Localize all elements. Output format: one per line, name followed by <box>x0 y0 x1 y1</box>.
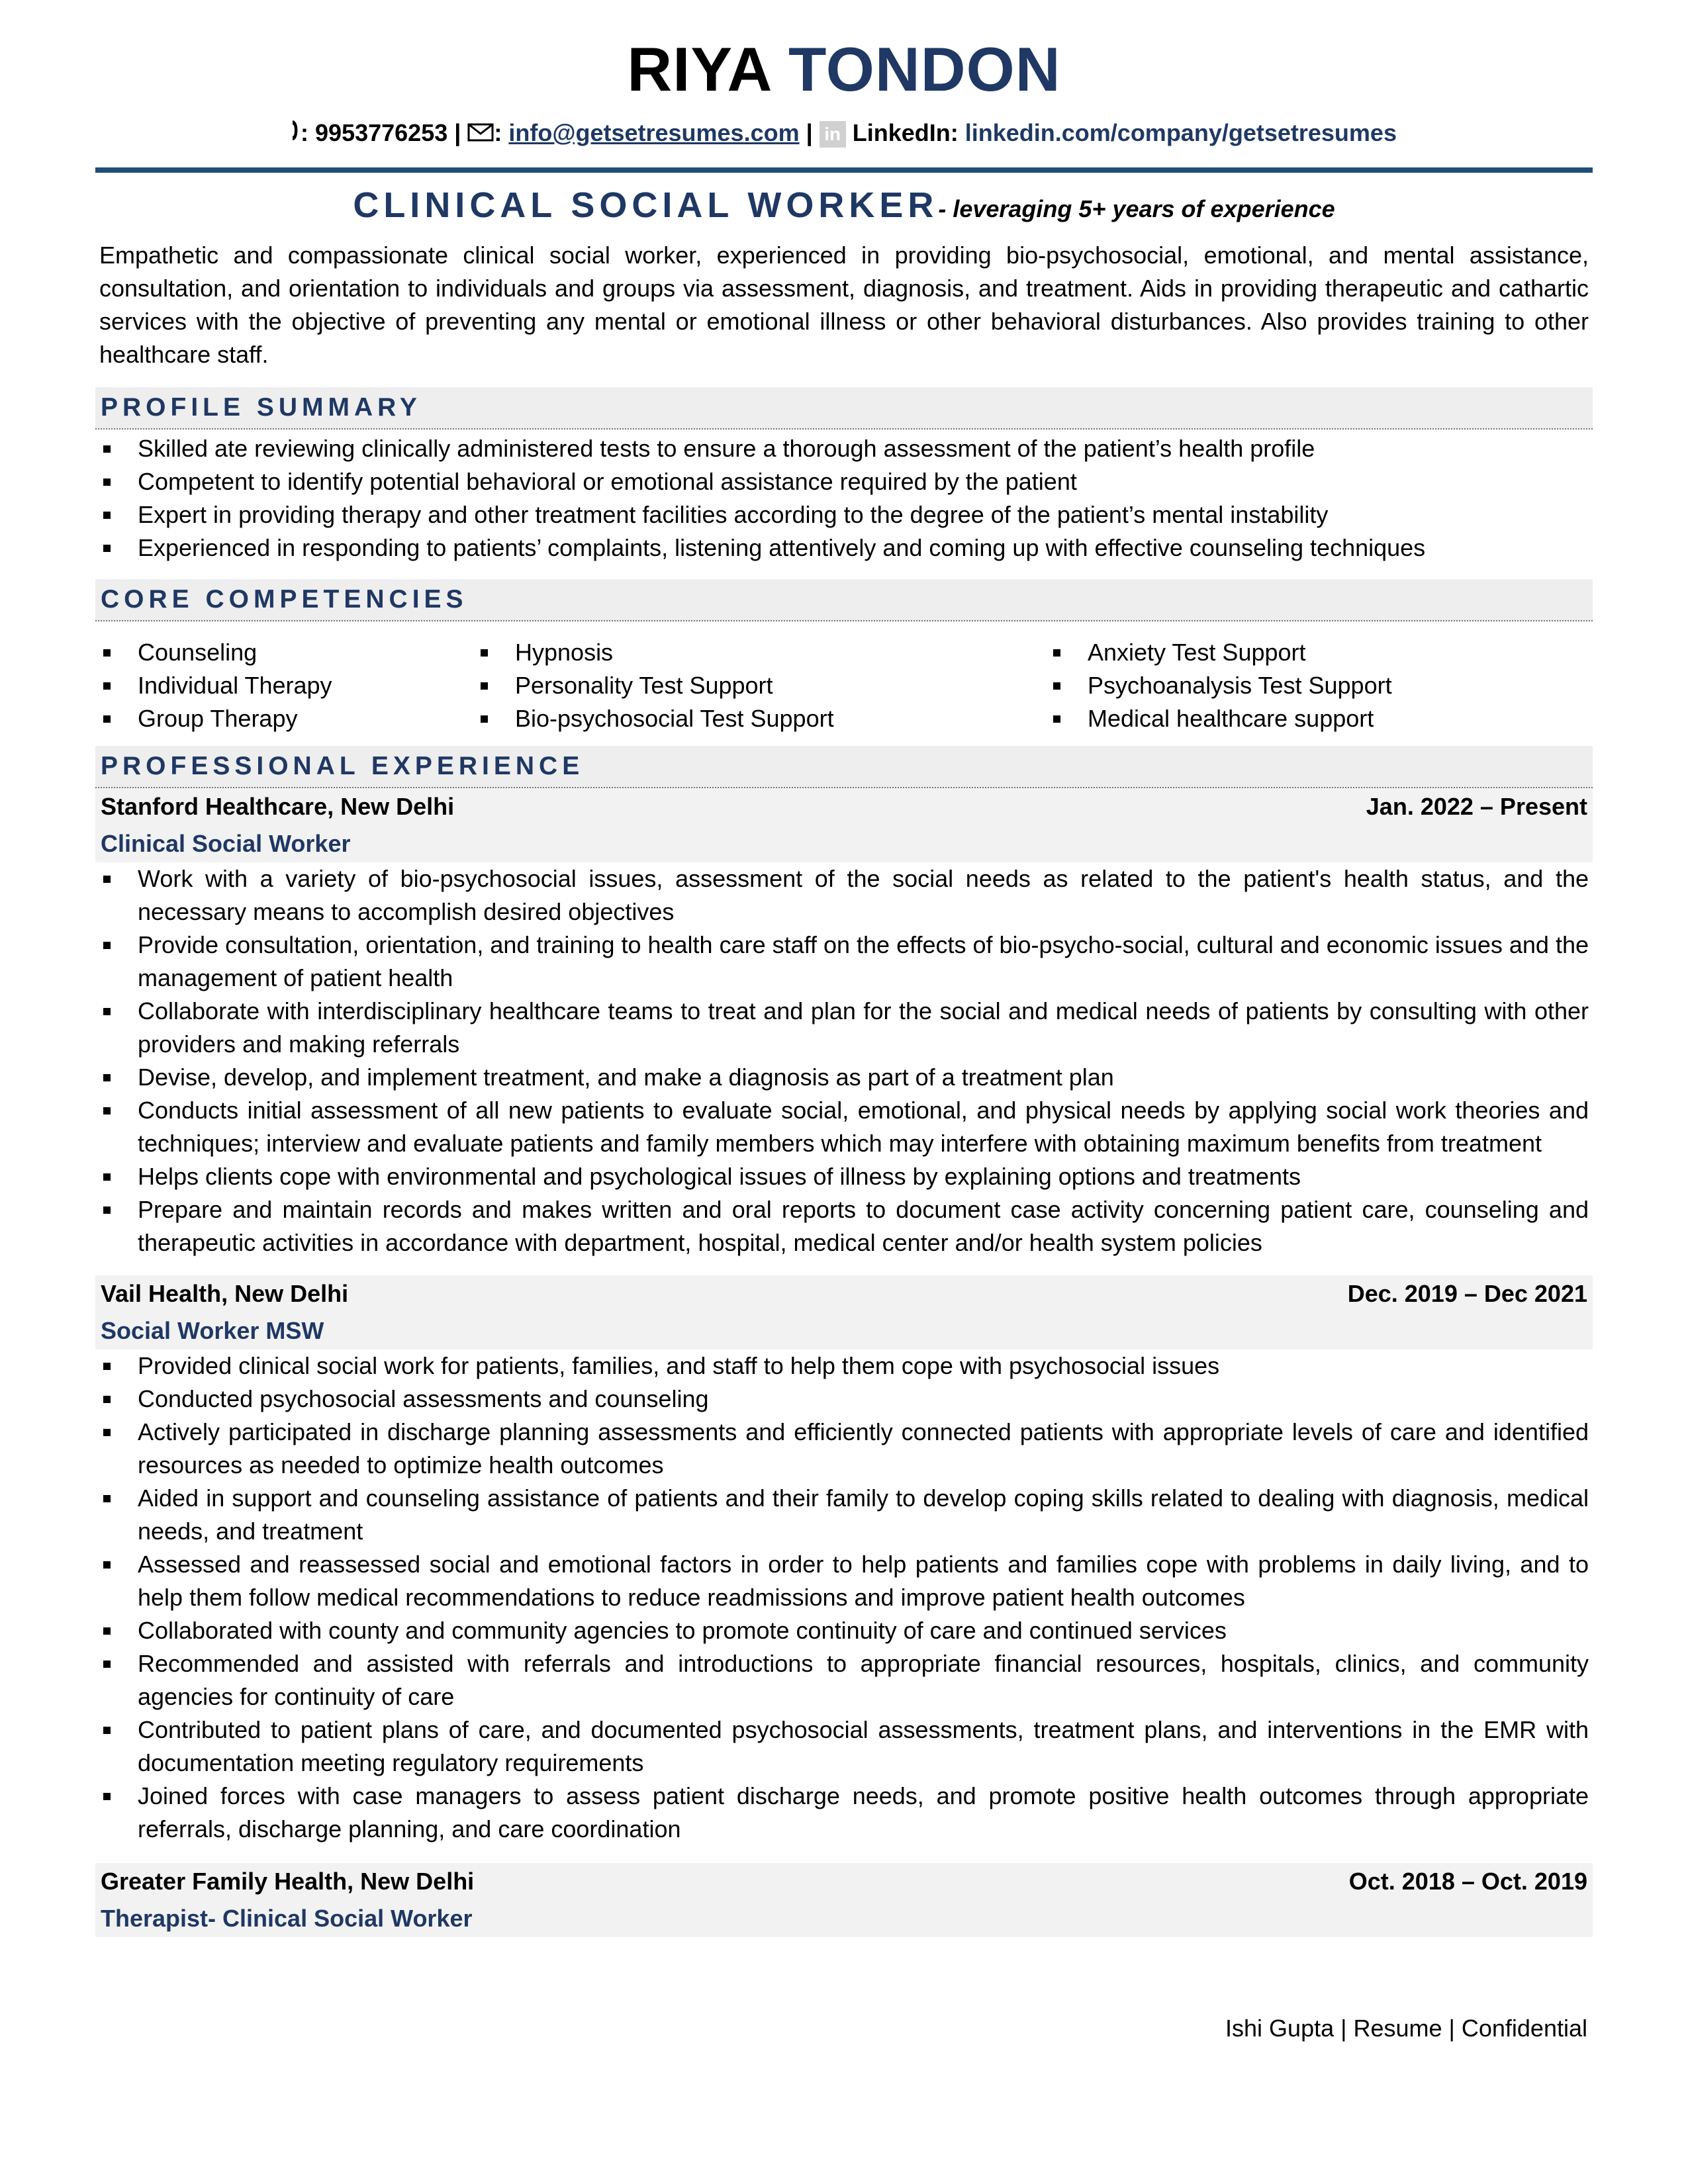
competencies-column-3 <box>1045 636 1593 735</box>
linkedin-label: LinkedIn: <box>852 119 959 146</box>
list-item: Individual Therapy <box>95 669 473 702</box>
list-item: Personality Test Support <box>473 669 1045 702</box>
job-company: Stanford Healthcare, New Delhi <box>101 792 455 820</box>
contact-separator: | <box>454 119 461 146</box>
list-item: Anxiety Test Support <box>1045 636 1593 669</box>
headline-subtitle: - leveraging 5+ years of experience <box>938 195 1335 222</box>
section-title-profile-summary: PROFILE SUMMARY <box>95 387 1593 430</box>
job-role: Social Worker MSW <box>101 1316 324 1344</box>
job-header <box>95 788 1593 862</box>
list-item: Conducted psychosocial assessments and counseling <box>95 1383 1593 1416</box>
list-item: Actively participated in discharge planning assessments and efficiently connected patients with appropriate levels of care and identified resources as needed to optimize health outcomes <box>95 1416 1593 1482</box>
first-name: RIYA <box>627 34 771 104</box>
email-colon: : <box>494 119 502 146</box>
job-company-row <box>101 788 1587 825</box>
profile-summary-list <box>95 430 1593 565</box>
list-item: Medical healthcare support <box>1045 702 1593 735</box>
list-item: Competent to identify potential behavioral or emotional assistance required by the patient <box>95 465 1593 498</box>
job-bullets <box>95 1349 1593 1846</box>
phone-icon <box>291 118 301 152</box>
job-company: Vail Health, New Delhi <box>101 1279 349 1307</box>
job-dates: Jan. 2022 – Present <box>1366 792 1587 820</box>
list-item: Skilled ate reviewing clinically administered tests to ensure a thorough assessment of the patient’s health profile <box>95 432 1593 465</box>
list-item: Recommended and assisted with referrals and introductions to appropriate financial resources, hospitals, clinics, and community agencies for continuity of care <box>95 1647 1593 1713</box>
list-item: Group Therapy <box>95 702 473 735</box>
last-name: TONDON <box>788 34 1061 104</box>
job-header <box>95 1275 1593 1349</box>
competencies-column-1 <box>95 636 473 735</box>
list-item: Helps clients cope with environmental and psychological issues of illness by explaining options and treatments <box>95 1160 1593 1193</box>
competencies-column-2 <box>473 636 1045 735</box>
header-divider <box>95 167 1593 173</box>
list-item: Counseling <box>95 636 473 669</box>
section-title-professional-experience: PROFESSIONAL EXPERIENCE <box>95 746 1593 788</box>
list-item: Devise, develop, and implement treatment, and make a diagnosis as part of a treatment plan <box>95 1061 1593 1094</box>
job-header <box>95 1863 1593 1937</box>
list-item: Expert in providing therapy and other treatment facilities according to the degree of the patient’s mental instability <box>95 498 1593 531</box>
job-company-row <box>101 1863 1587 1900</box>
list-item: Psychoanalysis Test Support <box>1045 669 1593 702</box>
email-icon <box>467 118 494 151</box>
headline-role: CLINICAL SOCIAL WORKER <box>353 185 939 225</box>
list-item: Provide consultation, orientation, and training to health care staff on the effects of bio-psycho-social, cultural and economic issues and the management of patient health <box>95 929 1593 995</box>
list-item: Conducts initial assessment of all new patients to evaluate social, emotional, and physical needs by applying social work theories and techniques; interview and evaluate patients and family members which may interfere with obtaining maximum benefits from treatment <box>95 1094 1593 1160</box>
intro-paragraph: Empathetic and compassionate clinical social worker, experienced in providing bio-psychosocial, emotional, and mental assistance, consultation, and orientation to individuals and groups via assessment, diagnosis, and treatment. Aids in providing therapeutic and cathartic services with the objective of preventing any mental or emotional illness or other behavioral disturbances. Also provides training to other healthcare staff. <box>99 241 1589 368</box>
job-dates: Oct. 2018 – Oct. 2019 <box>1348 1867 1587 1895</box>
contact-separator: | <box>806 119 813 146</box>
list-item: Joined forces with case managers to assess patient discharge needs, and promote positive health outcomes through appropriate referrals, discharge planning, and care coordination <box>95 1780 1593 1846</box>
section-title-core-competencies: CORE COMPETENCIES <box>95 579 1593 621</box>
list-item: Collaborate with interdisciplinary healthcare teams to treat and plan for the social and medical needs of patients by consulting with other providers and making referrals <box>95 995 1593 1061</box>
contact-line <box>95 116 1593 152</box>
list-item: Contributed to patient plans of care, and documented psychosocial assessments, treatment plans, and interventions in the EMR with documentation meeting regulatory requirements <box>95 1713 1593 1780</box>
job-role: Clinical Social Worker <box>101 829 351 857</box>
list-item: Experienced in responding to patients’ complaints, listening attentively and coming up with effective counseling techniques <box>95 531 1593 565</box>
job-role: Therapist- Clinical Social Worker <box>101 1904 473 1932</box>
linkedin-icon: in <box>820 121 846 148</box>
job-company-row <box>101 1275 1587 1312</box>
phone-number: : 9953776253 <box>301 119 448 146</box>
list-item: Bio-psychosocial Test Support <box>473 702 1045 735</box>
list-item: Collaborated with county and community agencies to promote continuity of care and continued services <box>95 1614 1593 1647</box>
list-item: Aided in support and counseling assistance of patients and their family to develop coping skills related to dealing with diagnosis, medical needs, and treatment <box>95 1482 1593 1548</box>
email-link[interactable]: info@getsetresumes.com <box>508 119 800 146</box>
list-item: Work with a variety of bio-psychosocial issues, assessment of the social needs as related to the patient's health status, and the necessary means to accomplish desired objectives <box>95 862 1593 929</box>
list-item: Prepare and maintain records and makes written and oral reports to document case activity concerning patient care, counseling and therapeutic activities in accordance with department, hospital, medical center and/or health system policies <box>95 1193 1593 1259</box>
list-item: Assessed and reassessed social and emotional factors in order to help patients and families cope with problems in daily living, and to help them follow medical recommendations to reduce readmissions and improve patient health outcomes <box>95 1548 1593 1614</box>
job-dates: Dec. 2019 – Dec 2021 <box>1347 1279 1587 1307</box>
job-bullets <box>95 862 1593 1259</box>
candidate-name <box>95 33 1593 106</box>
linkedin-link[interactable]: linkedin.com/company/getsetresumes <box>964 119 1397 146</box>
headline <box>95 182 1593 238</box>
job-company: Greater Family Health, New Delhi <box>101 1867 475 1895</box>
page-footer: Ishi Gupta | Resume | Confidential <box>1225 2015 1587 2042</box>
list-item: Hypnosis <box>473 636 1045 669</box>
competencies-grid <box>95 621 1593 746</box>
list-item: Provided clinical social work for patients, families, and staff to help them cope with psychosocial issues <box>95 1349 1593 1383</box>
resume-content <box>95 0 1593 1937</box>
